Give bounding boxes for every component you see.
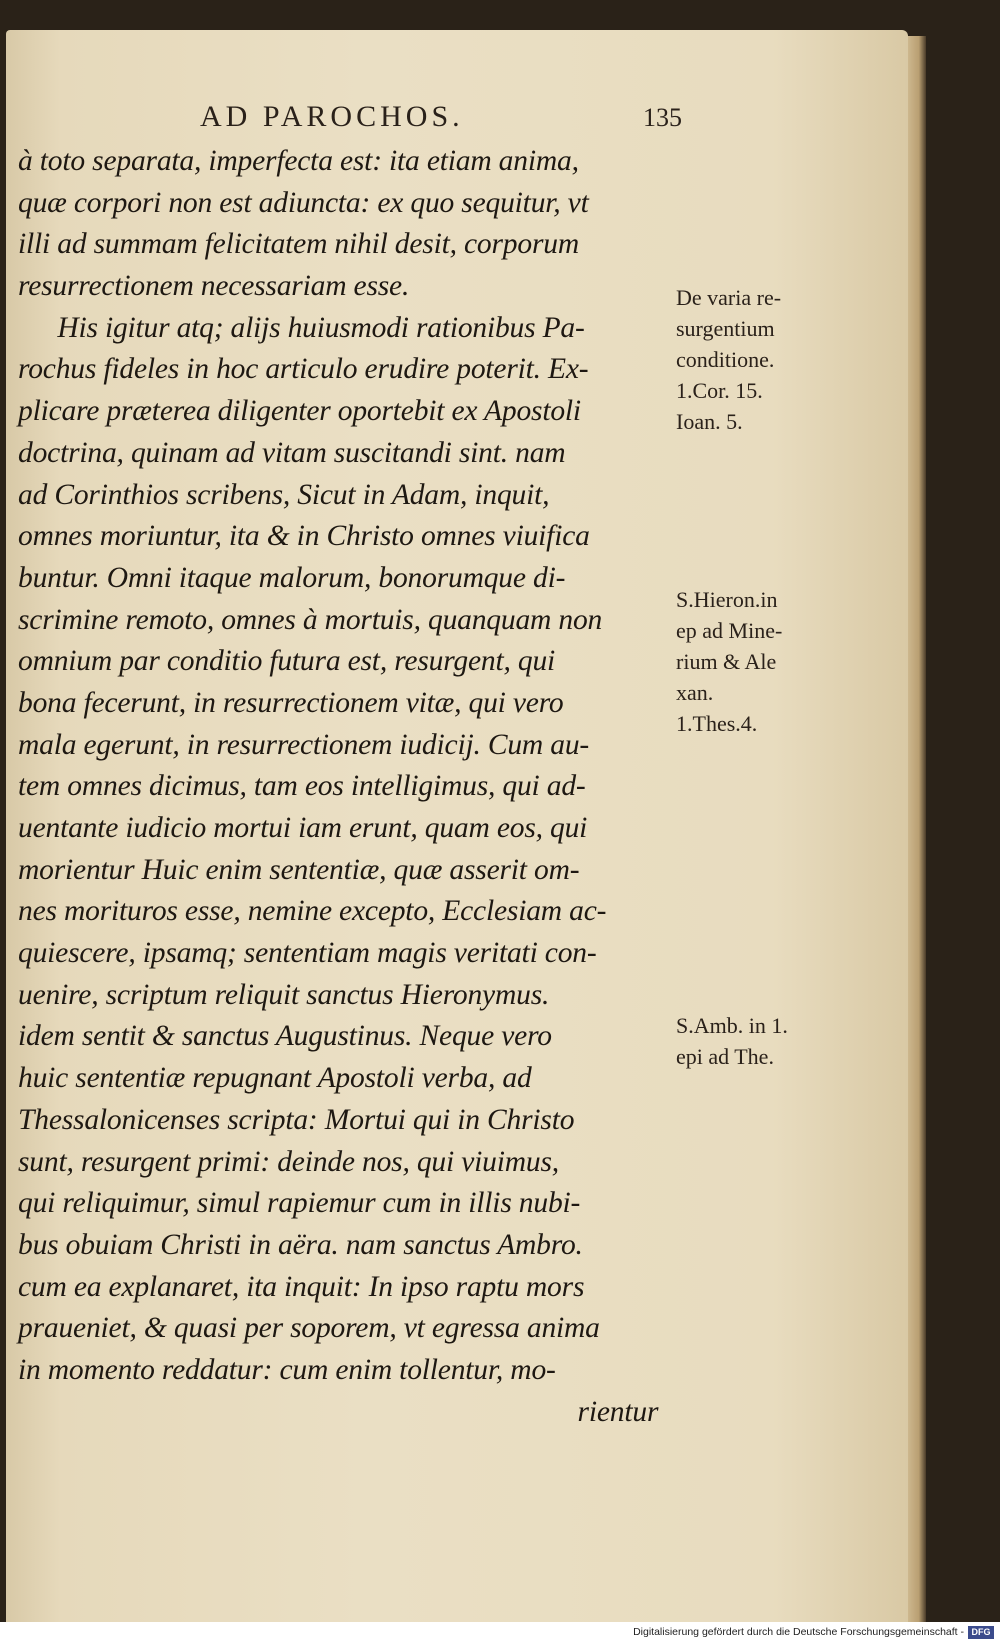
text-line: bona fecerunt, in resurrectionem vitæ, qui vero (18, 685, 564, 719)
text-line: qui reliquimur, simul rapiemur cum in illis nubi- (18, 1186, 581, 1220)
text-line: ad Corinthios scribens, Sicut in Adam, inquit, (18, 477, 550, 511)
text-line: Thessalonicenses scripta: Mortui qui in Christo (18, 1102, 575, 1136)
text-line: tem omnes dicimus, tam eos intelligimus, qui ad- (18, 769, 586, 803)
footer (0, 1622, 1000, 1645)
text-line: in momento reddatur: cum enim tollentur, mo- (18, 1352, 556, 1386)
marginal-note (676, 1010, 826, 1072)
text-line: sunt, resurgent primi: deinde nos, qui viuimus, (18, 1144, 559, 1178)
marginal-note-line: epi ad The. (676, 1044, 774, 1069)
marginal-note-line: ep ad Mine- (676, 618, 783, 643)
text-line: morientur Huic enim sententiæ, quæ asserit om- (18, 852, 580, 886)
running-head: AD PAROCHOS. (200, 100, 464, 133)
text-line: nes morituros esse, nemine excepto, Ecclesiam ac- (18, 894, 607, 928)
text-line: resurrectionem necessariam esse. (18, 269, 410, 303)
text-line: huic sententiæ repugnant Apostoli verba, ad (18, 1061, 532, 1095)
text-line: illi ad summam felicitatem nihil desit, corporum (18, 227, 579, 261)
text-line: omnes moriuntur, ita & in Christo omnes viuifica (18, 519, 590, 553)
marginal-note-line: Ioan. 5. (676, 409, 743, 434)
text-line: scrimine remoto, omnes à mortuis, quanquam non (18, 602, 603, 636)
text-line: quiescere, ipsamq; sententiam magis veritati con- (18, 936, 597, 970)
text-line: His igitur atq; alijs huiusmodi rationibus Pa- (57, 310, 585, 344)
text-line: plicare præterea diligenter oportebit ex Apostoli (18, 394, 581, 428)
text-line: idem sentit & sanctus Augustinus. Neque vero (18, 1019, 552, 1053)
marginal-note-line: S.Amb. in 1. (676, 1013, 788, 1038)
text-line: doctrina, quinam ad vitam suscitandi sint. nam (18, 435, 566, 469)
marginal-note-line: xan. (676, 680, 714, 705)
marginal-note (676, 584, 826, 739)
marginal-note-line: De varia re- (676, 285, 782, 310)
page-edge (908, 36, 926, 1622)
marginal-note-line: 1.Thes.4. (676, 711, 758, 736)
catchword: rientur (577, 1394, 659, 1428)
text-line: buntur. Omni itaque malorum, bonorumque di- (18, 560, 566, 594)
dfg-logo: DFG (968, 1626, 994, 1639)
text-line: uenire, scriptum reliquit sanctus Hieronymus. (18, 977, 550, 1011)
text-line: cum ea explanaret, ita inquit: In ipso raptu mors (18, 1269, 585, 1303)
body-text (18, 140, 668, 1432)
text-line: mala egerunt, in resurrectionem iudicij. Cum au- (18, 727, 590, 761)
text-line: bus obuiam Christi in aëra. nam sanctus Ambro. (18, 1227, 583, 1261)
marginal-note-line: S.Hieron.in (676, 587, 778, 612)
text-line: rochus fideles in hoc articulo erudire poterit. Ex- (18, 352, 589, 386)
text-line: praueniet, & quasi per soporem, vt egressa anima (18, 1311, 600, 1345)
text-line: à toto separata, imperfecta est: ita etiam anima, (18, 144, 579, 177)
marginal-note-line: 1.Cor. 15. (676, 378, 763, 403)
marginal-note (676, 282, 826, 437)
funding-credit: Digitalisierung gefördert durch die Deutsche Forschungsgemeinschaft - (633, 1626, 964, 1638)
page-number: 135 (643, 103, 682, 132)
marginal-note-line: rium & Ale (676, 649, 777, 674)
text-line: omnium par conditio futura est, resurgent, qui (18, 644, 556, 678)
marginal-note-line: conditione. (676, 347, 775, 372)
marginal-note-line: surgentium (676, 316, 775, 341)
text-line: uentante iudicio mortui iam erunt, quam eos, qui (18, 811, 588, 844)
text-line: quæ corpori non est adiuncta: ex quo sequitur, vt (18, 185, 589, 219)
